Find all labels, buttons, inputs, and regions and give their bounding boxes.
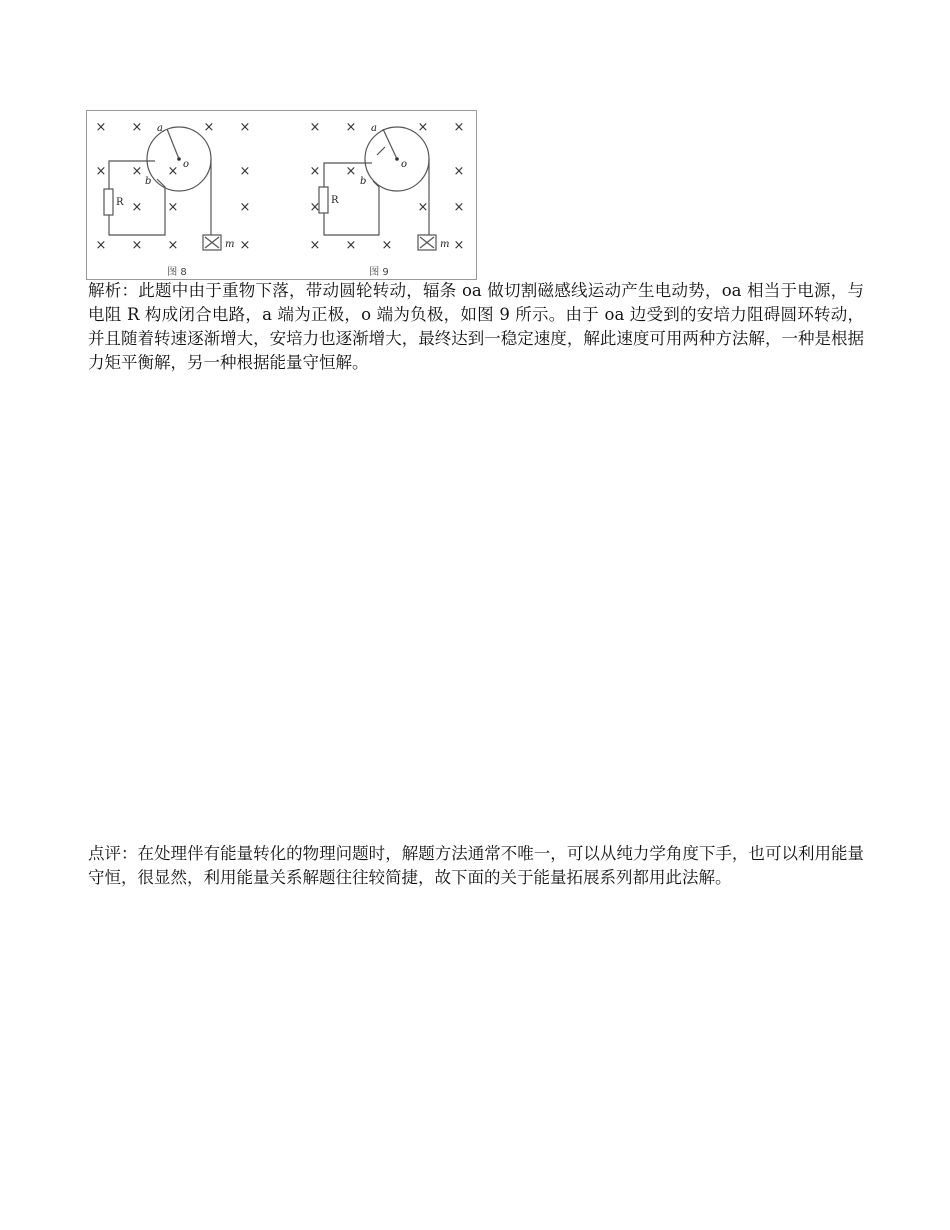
label-o: o <box>401 159 408 170</box>
field-x-mark: × <box>417 120 429 135</box>
label-R: R <box>116 197 124 208</box>
field-x-mark: × <box>131 120 143 135</box>
field-x-mark: × <box>453 164 465 179</box>
caption-fig9: 图 9 <box>369 267 389 278</box>
field-x-mark: × <box>95 120 107 135</box>
field-x-mark: × <box>309 200 321 215</box>
comment-paragraph: 点评：在处理伴有能量转化的物理问题时，解题方法通常不唯一，可以从纯力学角度下手，也可以利用能量守恒，很显然，利用能量关系解题往往较简捷，故下面的关于能量拓展系列都用此法解。 <box>88 844 864 887</box>
label-b: b <box>145 176 152 187</box>
center-dot <box>177 157 181 161</box>
field-x-mark: × <box>167 238 179 253</box>
center-dot <box>395 157 399 161</box>
label-a: a <box>371 123 377 134</box>
field-x-mark: × <box>417 200 429 215</box>
label-o: o <box>183 159 190 170</box>
field-x-mark: × <box>239 120 251 135</box>
labels-fig9 <box>331 123 449 250</box>
label-m: m <box>440 239 450 250</box>
field-x-mark: × <box>239 200 251 215</box>
label-a: a <box>157 123 163 134</box>
field-x-mark: × <box>239 164 251 179</box>
field-x-mark: × <box>453 238 465 253</box>
field-x-mark: × <box>345 164 357 179</box>
analysis-paragraph: 解析：此题中由于重物下落，带动圆轮转动，辐条 oa 做切割磁感线运动产生电动势，oa 相当于电源，与电阻 R 构成闭合电路，a 端为正极，o 端为负极，如图 9 所示。由于 oa 边受到的安培力阻碍圆环转动，并且随着转速逐渐增大，安培力也逐渐增大，最终达到一稳定速度，解此速度可用两种方法解，一种是根据力矩平衡解，另一种根据能量守恒解。 <box>88 281 864 372</box>
physics-figure <box>86 110 477 280</box>
field-x-mark: × <box>95 164 107 179</box>
field-x-mark: × <box>345 238 357 253</box>
circuit-fig8 <box>104 127 221 250</box>
field-x-mark: × <box>453 200 465 215</box>
field-marks-fig8 <box>96 120 251 253</box>
labels-fig8 <box>116 123 234 250</box>
field-x-mark: × <box>95 238 107 253</box>
field-x-mark: × <box>381 238 393 253</box>
field-x-mark: × <box>131 164 143 179</box>
field-x-mark: × <box>239 238 251 253</box>
field-x-mark: × <box>345 120 357 135</box>
field-x-mark: × <box>203 120 215 135</box>
field-x-mark: × <box>167 164 179 179</box>
field-x-mark: × <box>131 200 143 215</box>
label-b: b <box>360 176 367 187</box>
field-x-mark: × <box>167 200 179 215</box>
field-x-mark: × <box>309 238 321 253</box>
label-R: R <box>331 195 339 206</box>
field-x-mark: × <box>453 120 465 135</box>
field-x-mark: × <box>309 120 321 135</box>
circuit-fig9 <box>319 127 436 250</box>
label-m: m <box>225 239 235 250</box>
circuit-diagrams <box>87 111 476 279</box>
field-x-mark: × <box>309 164 321 179</box>
field-marks-fig9 <box>310 120 465 253</box>
caption-fig8: 图 8 <box>167 267 187 278</box>
field-x-mark: × <box>131 238 143 253</box>
